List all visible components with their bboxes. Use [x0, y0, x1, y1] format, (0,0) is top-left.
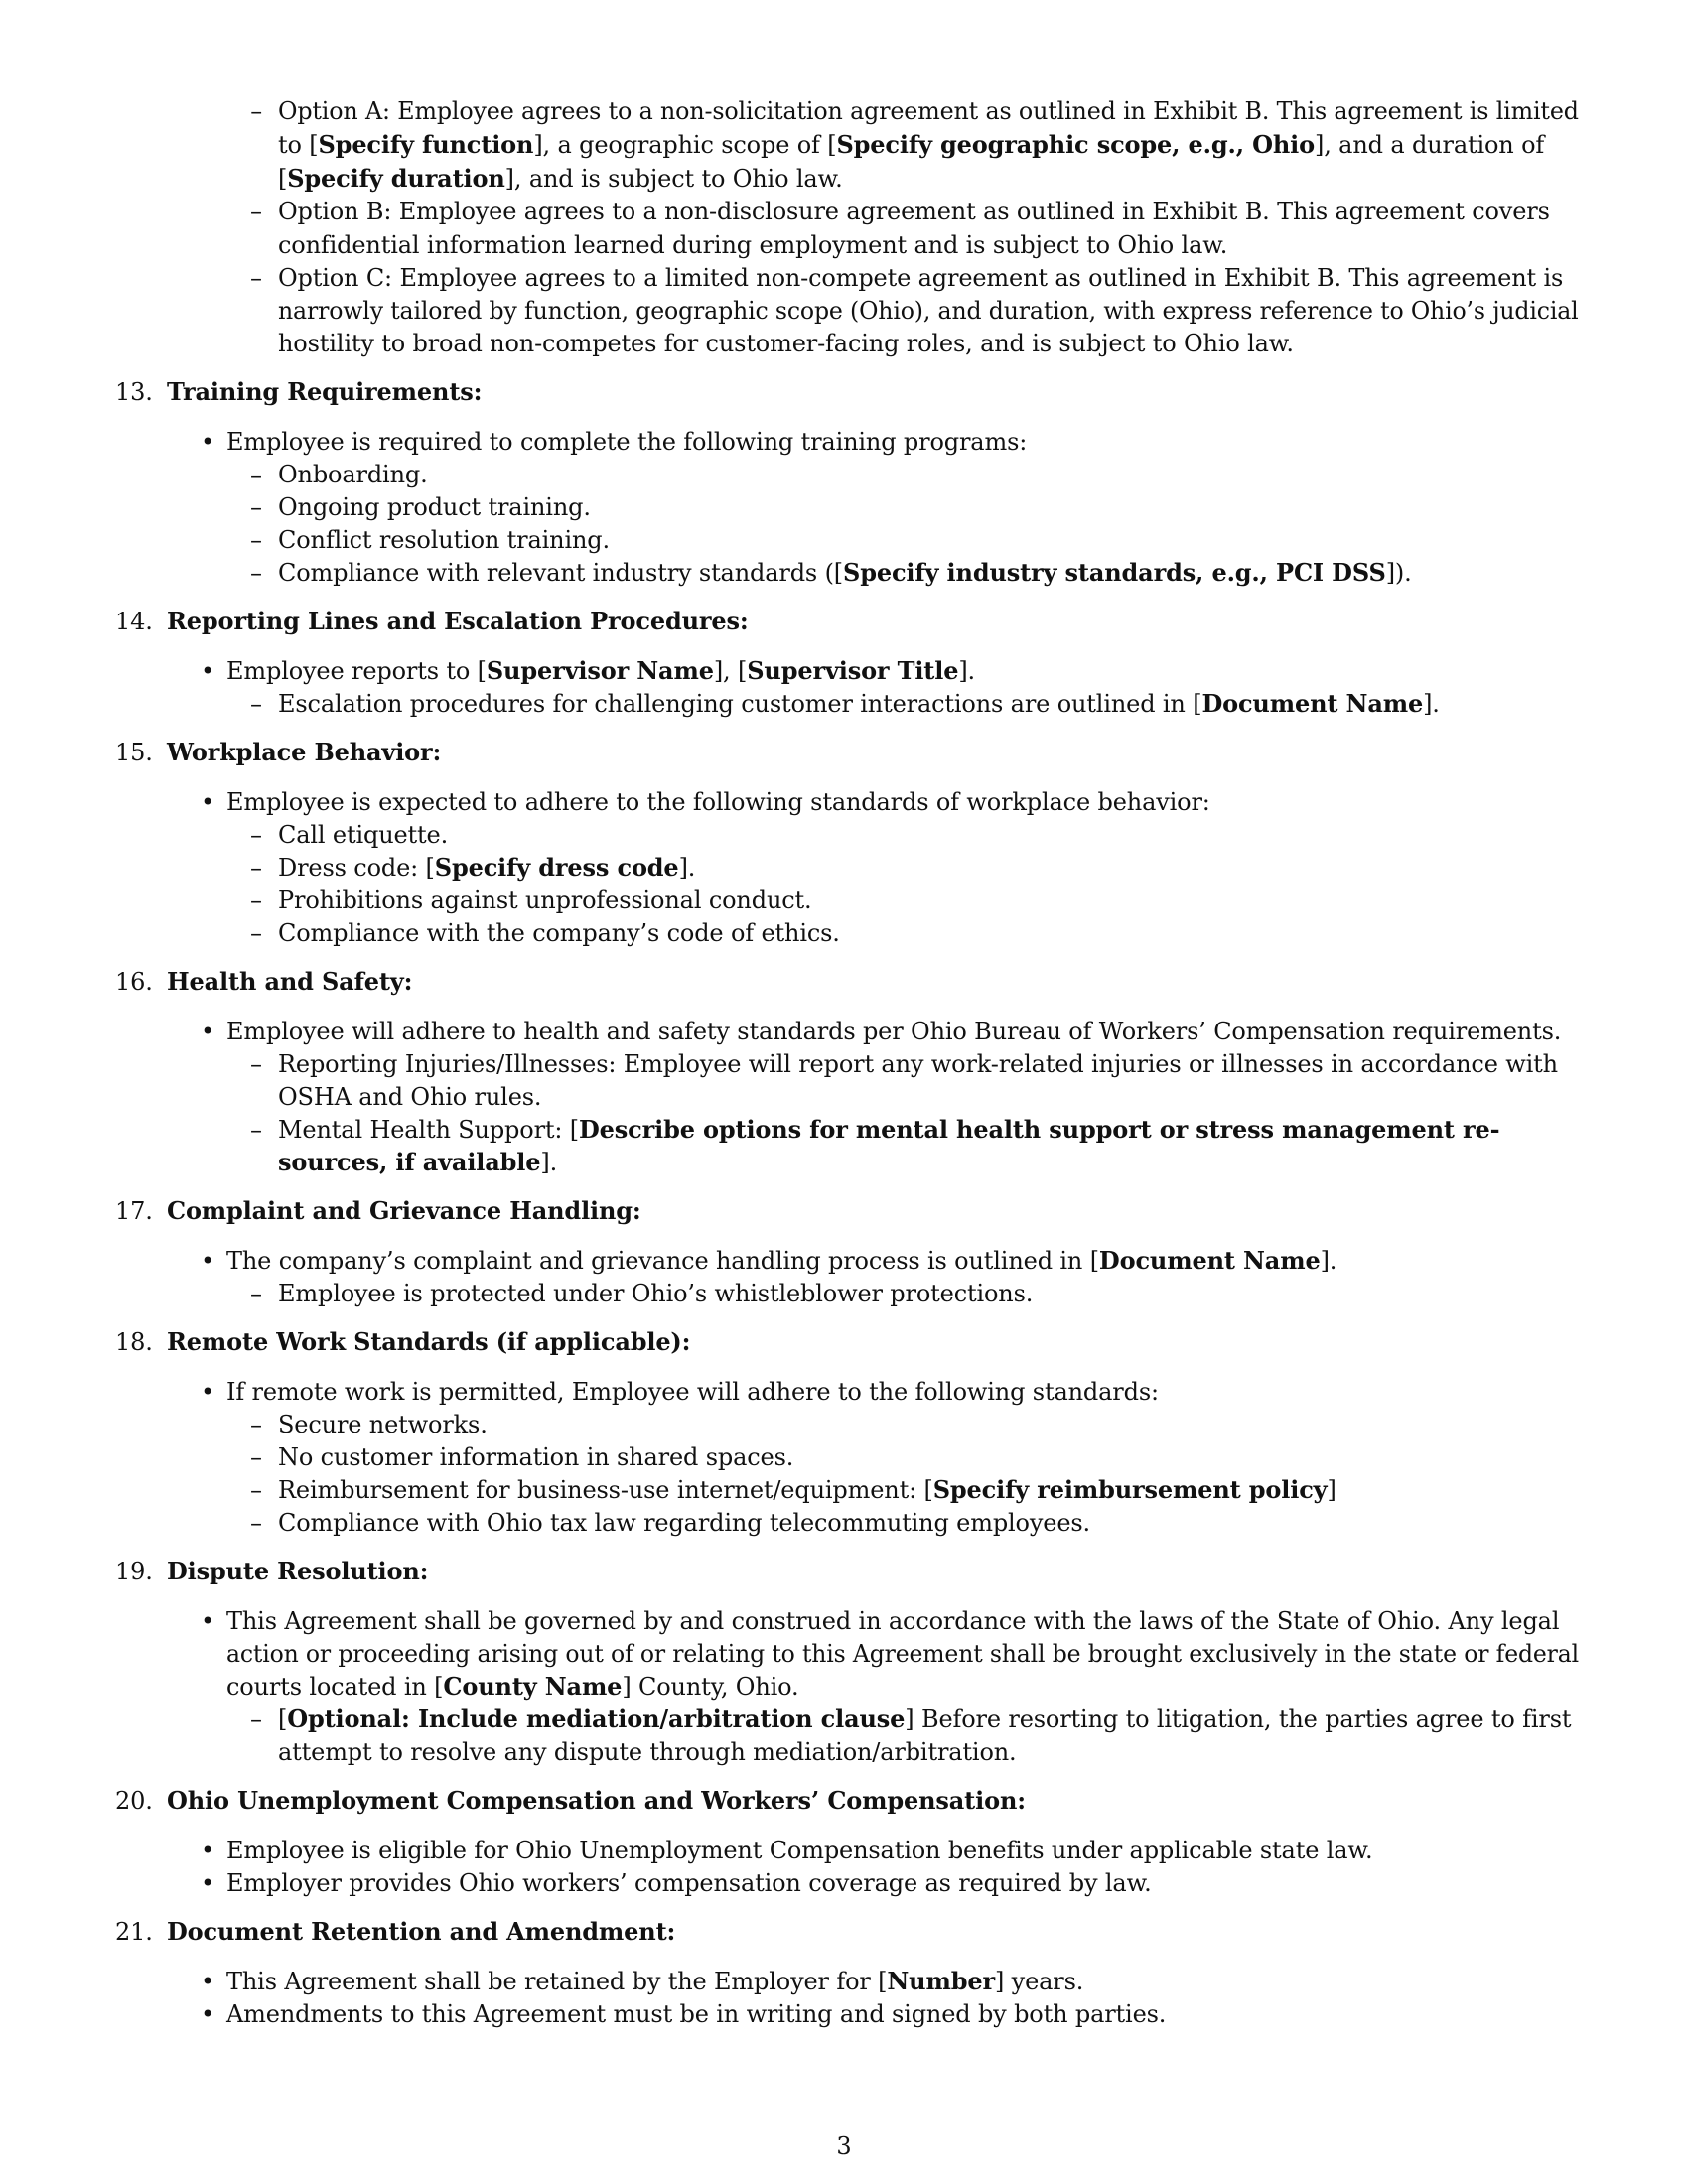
section-20-heading: 20. Ohio Unemployment Compensation and Workers’ Compensation: — [115, 1786, 1026, 1815]
section-14-bullet: • Employee reports to [Supervisor Name], [Supervisor Title]. — [226, 659, 975, 683]
option-b-line-1: – Option B: Employee agrees to a non-disclosure agreement as outlined in Exhibit B. This agreement covers — [278, 200, 1550, 223]
section-19-bullet-continued: action or proceeding arising out of or relating to this Agreement shall be brought exclusively in the state or federal — [226, 1640, 1579, 1668]
section-21-heading: 21. Document Retention and Amendment: — [115, 1917, 676, 1946]
section-18-item: – Compliance with Ohio tax law regarding telecommuting employees. — [278, 1511, 1090, 1535]
section-21-bullet: • Amendments to this Agreement must be in writing and signed by both parties. — [226, 2002, 1166, 2026]
option-a-line-3: [Specify duration], and is subject to Ohio law. — [278, 164, 843, 193]
section-16-item-continued: sources, if available]. — [278, 1148, 558, 1176]
section-15-item: – Call etiquette. — [278, 823, 448, 847]
section-13-item: – Conflict resolution training. — [278, 528, 610, 552]
section-18-heading: 18. Remote Work Standards (if applicable): — [115, 1327, 691, 1356]
section-19-item-continued: attempt to resolve any dispute through mediation/arbitration. — [278, 1738, 1017, 1766]
section-14-heading: 14. Reporting Lines and Escalation Procedures: — [115, 607, 749, 635]
section-20-bullet: • Employer provides Ohio workers’ compensation coverage as required by law. — [226, 1871, 1152, 1895]
section-17-item: – Employee is protected under Ohio’s whistleblower protections. — [278, 1282, 1033, 1305]
section-16-item-continued: OSHA and Ohio rules. — [278, 1083, 542, 1111]
section-13-item: – Ongoing product training. — [278, 495, 591, 519]
section-13-bullet: • Employee is required to complete the following training programs: — [226, 430, 1027, 454]
section-18-item: – Secure networks. — [278, 1413, 488, 1436]
section-15-heading: 15. Workplace Behavior: — [115, 738, 442, 766]
option-b-line-2: confidential information learned during employment and is subject to Ohio law. — [278, 231, 1228, 259]
section-13-item: – Compliance with relevant industry standards ([Specify industry standards, e.g., PCI DSS]). — [278, 561, 1412, 585]
option-a-line-2: to [Specify function], a geographic scope of [Specify geographic scope, e.g., Ohio], and a duration of — [278, 130, 1545, 159]
section-18-item: – Reimbursement for business-use internet/equipment: [Specify reimbursement policy] — [278, 1478, 1336, 1502]
section-16-heading: 16. Health and Safety: — [115, 967, 413, 996]
section-14-item: – Escalation procedures for challenging customer interactions are outlined in [Document Name]. — [278, 692, 1440, 716]
section-20-bullet: • Employee is eligible for Ohio Unemployment Compensation benefits under applicable state law. — [226, 1839, 1372, 1862]
section-17-bullet: • The company’s complaint and grievance handling process is outlined in [Document Name]. — [226, 1249, 1336, 1273]
section-16-bullet: • Employee will adhere to health and safety standards per Ohio Bureau of Workers’ Compensation requirements. — [226, 1020, 1561, 1043]
option-c-line-3: hostility to broad non-competes for customer-facing roles, and is subject to Ohio law. — [278, 330, 1294, 357]
section-19-bullet-continued: courts located in [County Name] County, Ohio. — [226, 1672, 799, 1701]
section-21-bullet: • This Agreement shall be retained by the Employer for [Number] years. — [226, 1970, 1083, 1993]
page-number: 3 — [836, 2132, 852, 2160]
section-19-bullet: • This Agreement shall be governed by and construed in accordance with the laws of the State of Ohio. Any legal — [226, 1609, 1559, 1633]
option-a-line-1: – Option A: Employee agrees to a non-solicitation agreement as outlined in Exhibit B. This agreement is limited — [278, 99, 1579, 123]
option-c-line-1: – Option C: Employee agrees to a limited non-compete agreement as outlined in Exhibit B. This agreement is — [278, 266, 1563, 290]
section-19-item: – [Optional: Include mediation/arbitration clause] Before resorting to litigation, the parties agree to first — [278, 1707, 1571, 1731]
section-13-item: – Onboarding. — [278, 463, 428, 486]
section-15-bullet: • Employee is expected to adhere to the following standards of workplace behavior: — [226, 790, 1210, 814]
section-18-item: – No customer information in shared spaces. — [278, 1445, 793, 1469]
section-16-item: – Reporting Injuries/Illnesses: Employee will report any work-related injuries or illnesses in accordance with — [278, 1052, 1558, 1076]
section-15-item: – Dress code: [Specify dress code]. — [278, 856, 695, 880]
section-19-heading: 19. Dispute Resolution: — [115, 1557, 429, 1585]
section-15-item: – Prohibitions against unprofessional conduct. — [278, 888, 812, 912]
section-13-heading: 13. Training Requirements: — [115, 377, 483, 406]
section-17-heading: 17. Complaint and Grievance Handling: — [115, 1196, 641, 1225]
section-16-item: – Mental Health Support: [Describe options for mental health support or stress management re- — [278, 1118, 1499, 1142]
option-c-line-2: narrowly tailored by function, geographic scope (Ohio), and duration, with express reference to Ohio’s judicial — [278, 297, 1579, 325]
section-18-bullet: • If remote work is permitted, Employee will adhere to the following standards: — [226, 1380, 1159, 1404]
section-15-item: – Compliance with the company’s code of ethics. — [278, 921, 840, 945]
